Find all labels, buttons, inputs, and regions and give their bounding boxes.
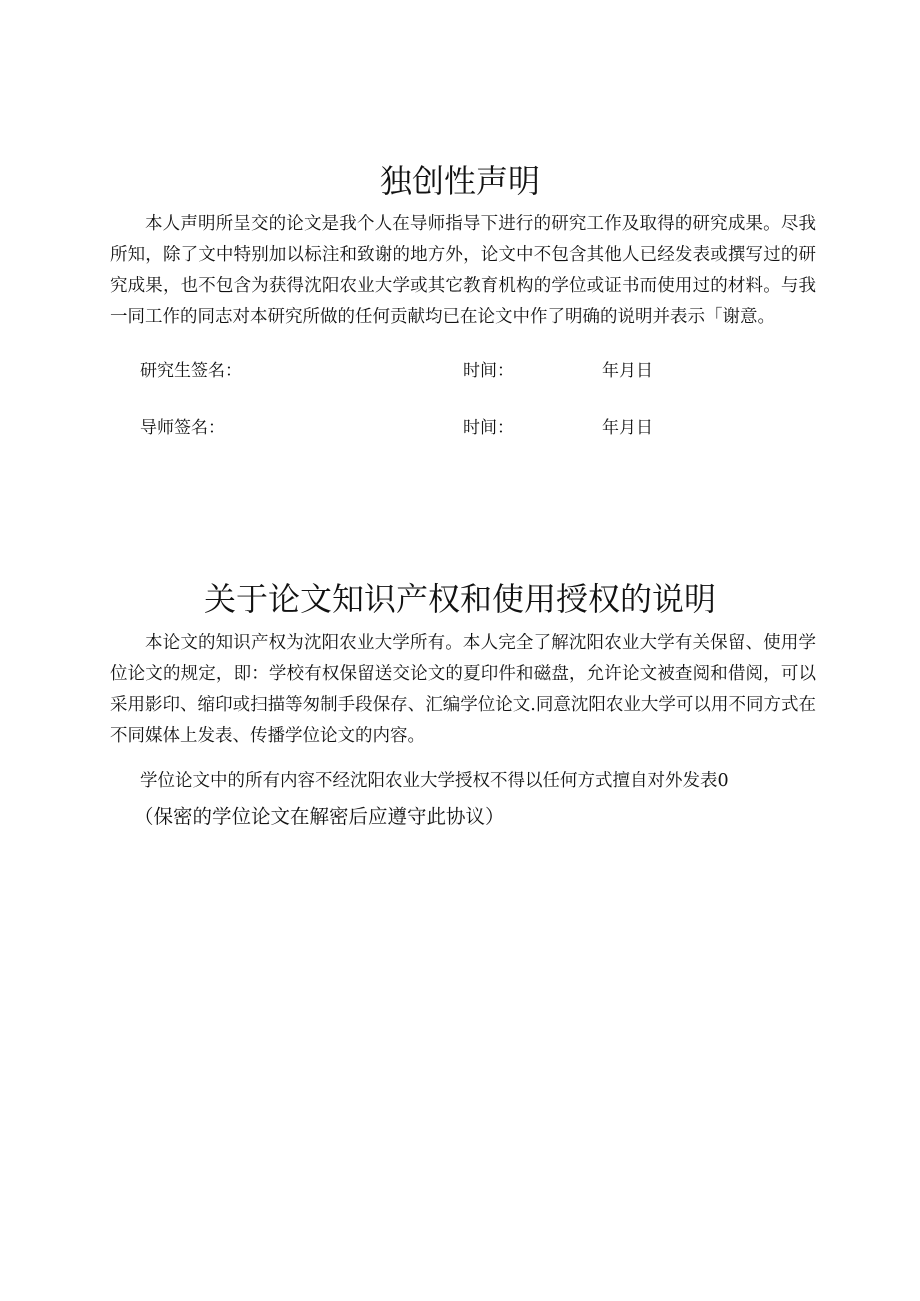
student-date-label: 年月日	[602, 361, 653, 381]
authorization-body: 本论文的知识产权为沈阳农业大学所有。本人完全了解沈阳农业大学有关保留、使用学位论文的规定，即：学校有权保留送交论文的夏印件和磁盘，允许论文被查阅和借阅，可以采用影印、缩印或扫描等匆制手段保存、汇编学位论文.同意沈阳农业大学可以用不同方式在不同媒体上发表、传播学位论文的内容。	[110, 633, 816, 746]
confidential-note: （保密的学位论文在解密后应遵守此协议）	[134, 805, 505, 828]
advisor-date-label: 年月日	[602, 418, 653, 438]
declaration-title: 独创性声明	[379, 162, 540, 200]
student-signature-row	[0, 356, 920, 382]
advisor-time-label: 时间：	[463, 418, 514, 438]
advisor-signature-row	[0, 413, 920, 439]
declaration-body: 本人声明所呈交的论文是我个人在导师指导下进行的研究工作及取得的研究成果。尽我所知，除了文中特别加以标注和致谢的地方外，论文中不包含其他人已经发表或撰写过的研究成果，也不包含为获得沈阳农业大学或其它教育机构的学位或证书而使用过的材料。与我一同工作的同志对本研究所做的任何贡献均已在论文中作了明确的说明并表示「谢意。	[110, 214, 816, 327]
advisor-signature-label: 导师签名：	[140, 418, 225, 438]
student-signature-label: 研究生签名：	[140, 361, 242, 381]
authorization-title: 关于论文知识产权和使用授权的说明	[203, 580, 716, 618]
restriction-text: 学位论文中的所有内容不经沈阳农业大学授权不得以任何方式擅自对外发表0	[140, 771, 729, 791]
student-time-label: 时间：	[463, 361, 514, 381]
